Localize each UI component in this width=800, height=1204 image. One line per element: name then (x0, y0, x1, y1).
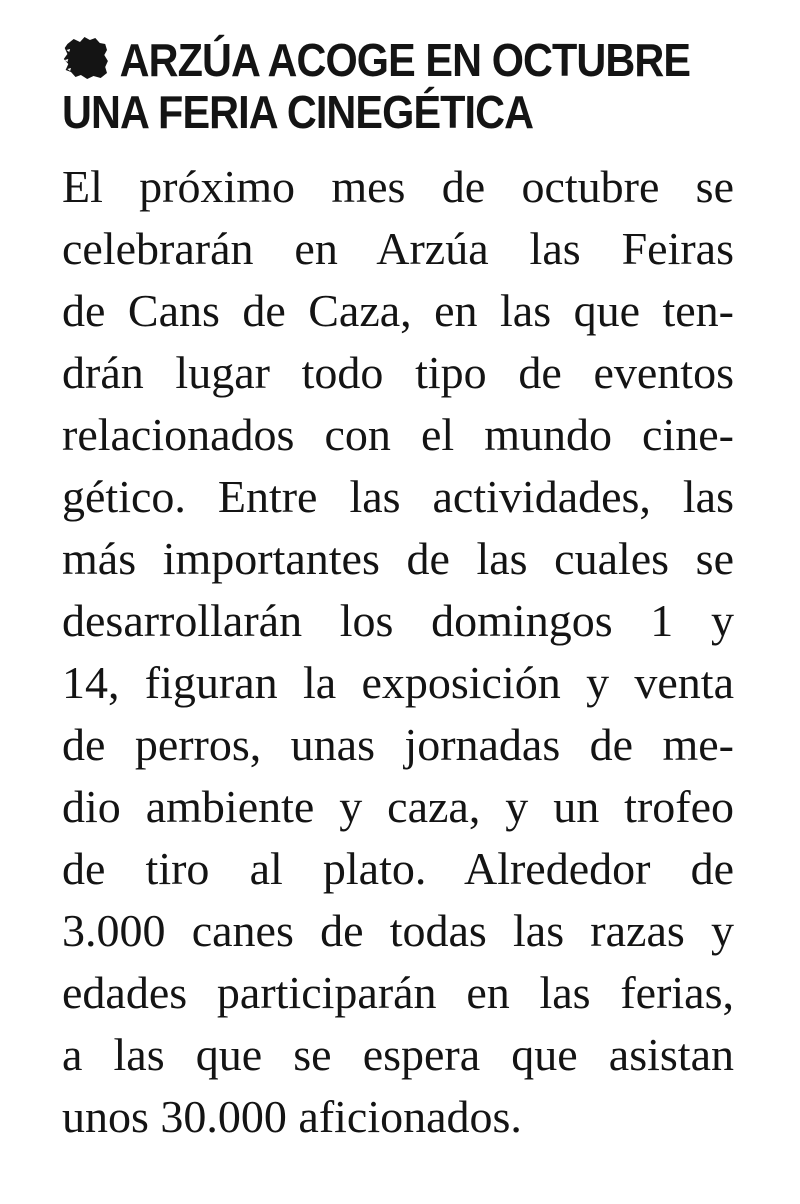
body-line: dio ambiente y caza, y un trofeo (62, 781, 734, 832)
body-line: más importantes de las cuales se (62, 533, 734, 584)
body-line: celebrarán en Arzúa las Feiras (62, 223, 734, 274)
body-line: relacionados con el mundo cine- (62, 409, 734, 460)
galicia-map-icon (62, 36, 111, 80)
article-body (62, 156, 734, 1148)
body-line: de perros, unas jornadas de me- (62, 719, 734, 770)
headline-line-1: ARZÚA ACOGE EN OCTUBRE (62, 34, 734, 86)
body-line: edades participarán en las ferias, (62, 967, 734, 1018)
body-line: a las que se espera que asistan (62, 1029, 734, 1080)
headline-line-2: UNA FERIA CINEGÉTICA (62, 86, 534, 138)
article-headline (62, 34, 734, 138)
body-line: drán lugar todo tipo de eventos (62, 347, 734, 398)
body-line: desarrollarán los domingos 1 y (62, 595, 734, 646)
body-line: El próximo mes de octubre se (62, 161, 734, 212)
body-line: de Cans de Caza, en las que ten- (62, 285, 734, 336)
body-line: unos 30.000 aficionados. (62, 1091, 522, 1142)
body-line: 14, figuran la exposición y venta (62, 657, 734, 708)
body-line: 3.000 canes de todas las razas y (62, 905, 734, 956)
body-line: gético. Entre las actividades, las (62, 471, 734, 522)
news-article (62, 34, 734, 1148)
body-line: de tiro al plato. Alrededor de (62, 843, 734, 894)
